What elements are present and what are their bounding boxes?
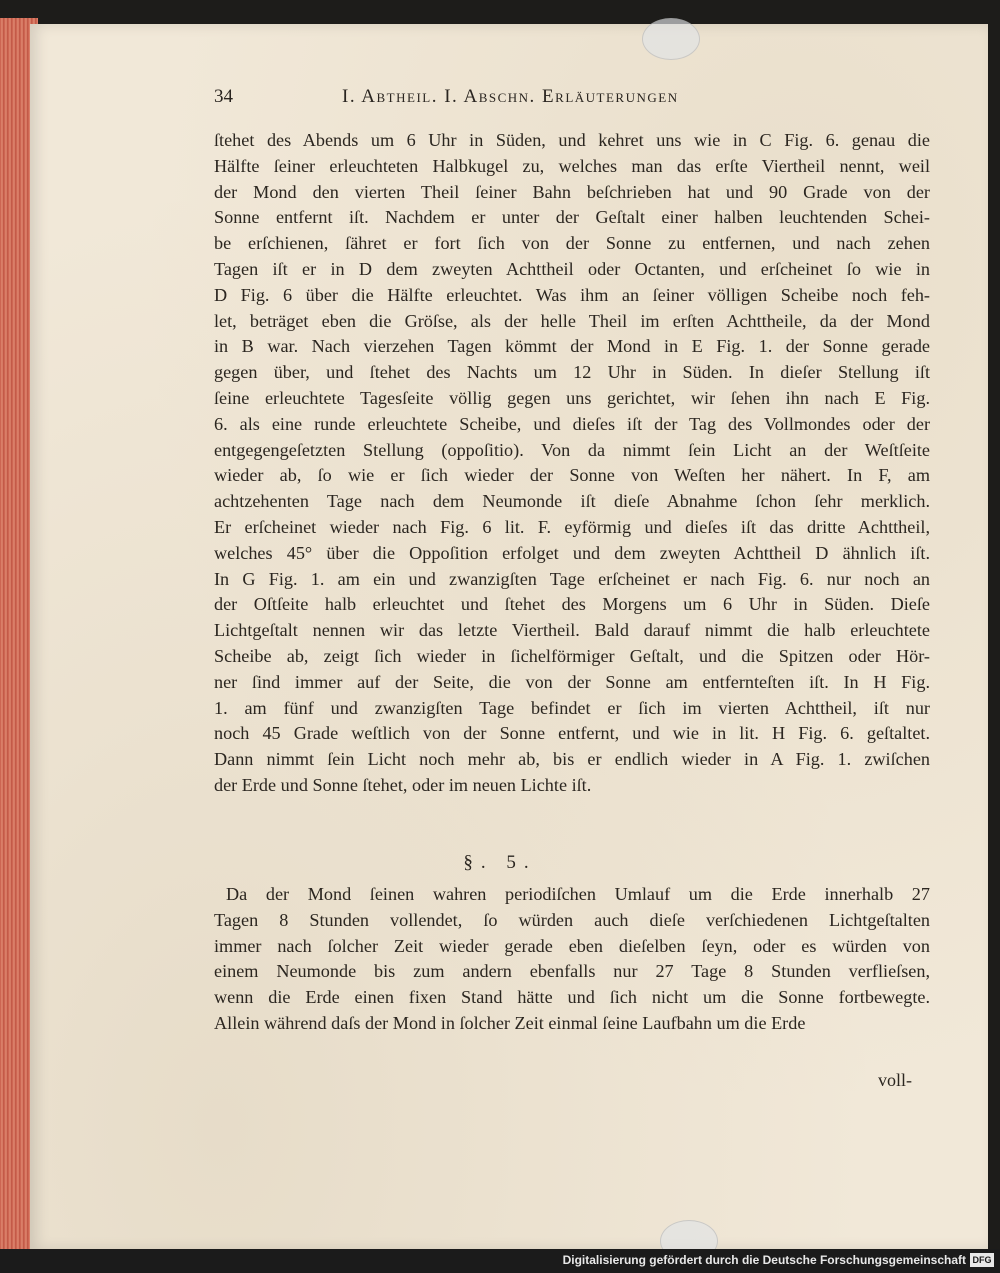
text-line: der Erde und Sonne ſtehet, oder im neuen Lichte iſt. xyxy=(214,774,592,795)
section-mark: §. 5. xyxy=(463,852,537,873)
text-line: noch 45 Grade weſtlich von der Sonne entfernt, und wie in lit. H Fig. 6. geſtaltet. xyxy=(214,723,930,744)
text-line: Er erſcheinet wieder nach Fig. 6 lit. F. eyförmig und dieſes iſt das dritte Achttheil, xyxy=(214,516,930,537)
text-line: ſeine erleuchtete Tagesſeite völlig gegen uns gerichtet, wir ſehen ihn nach E Fig. xyxy=(214,387,930,408)
text-line: Allein während daſs der Mond in ſolcher Zeit einmal ſeine Laufbahn um die Erde xyxy=(214,1012,806,1033)
page-clip-top xyxy=(642,18,700,60)
text-line: Dann nimmt ſein Licht noch mehr ab, bis er endlich wieder in A Fig. 1. zwiſchen xyxy=(214,749,930,770)
text-line: let, beträget eben die Gröſse, als der helle Theil im erſten Achttheile, da der Mond xyxy=(214,310,930,331)
catchword: voll- xyxy=(878,1070,912,1090)
text-line: In G Fig. 1. am ein und zwanzigſten Tage erſcheinet er nach Fig. 6. nur noch an xyxy=(214,568,930,589)
text-line: Scheibe ab, zeigt ſich wieder in ſichelförmiger Geſtalt, und die Spitzen oder Hör- xyxy=(214,645,930,666)
text-line: D Fig. 6 über die Hälfte erleuchtet. Was ihm an ſeiner völligen Scheibe noch feh- xyxy=(214,284,930,305)
text-line: Lichtgeſtalt nennen wir das letzte Viertheil. Bald darauf nimmt die halb erleuchtete xyxy=(214,620,930,641)
text-line: einem Neumonde bis zum andern ebenfalls nur 27 Tage 8 Stunden verflieſsen, xyxy=(214,961,930,982)
text-line: welches 45° über die Oppoſition erfolget und dem zweyten Achttheil D ähnlich iſt. xyxy=(214,542,930,563)
text-line: gegen über, und ſtehet des Nachts um 12 Uhr in Süden. In dieſer Stellung iſt xyxy=(214,362,930,383)
text-line: be erſchienen, ſähret er fort ſich von der Sonne zu entfernen, und nach zehen xyxy=(214,233,930,254)
text-line: der Oſtſeite halb erleuchtet und ſtehet des Morgens um 6 Uhr in Süden. Dieſe xyxy=(214,594,930,615)
paragraph-1 xyxy=(214,128,930,799)
footer-bar xyxy=(0,1249,1000,1273)
text-line: Tagen 8 Stunden vollendet, ſo würden auch dieſe verſchiedenen Lichtgeſtalten xyxy=(214,909,930,930)
text-line: Da der Mond ſeinen wahren periodiſchen Umlauf um die Erde innerhalb 27 xyxy=(226,884,930,904)
text-line: immer nach ſolcher Zeit wieder gerade eben dieſelben ſeyn, oder es würden von xyxy=(214,935,930,956)
text-line: wieder ab, ſo wie er ſich wieder der Sonne von Weſten her nähert. In F, am xyxy=(214,465,930,486)
dfg-logo: DFG xyxy=(970,1253,994,1267)
text-line: achtzehenten Tage nach dem Neumonde iſt dieſe Abnahme ſchon ſehr merklich. xyxy=(214,491,930,512)
text-line: 6. als eine runde erleuchtete Scheibe, und dieſes iſt der Tag des Vollmondes oder der xyxy=(214,413,930,434)
page-number: 34 xyxy=(214,86,233,107)
running-title: I. Abtheil. I. Abschn. Erläuterungen xyxy=(342,86,679,107)
text-line: Tagen iſt er in D dem zweyten Achttheil oder Octanten, und erſcheinet ſo wie in xyxy=(214,258,930,279)
text-line: Sonne entfernt iſt. Nachdem er unter der Geſtalt einer halben leuchtenden Schei- xyxy=(214,207,930,228)
text-line: ner ſind immer auf der Seite, die von der Sonne am entfernteſten iſt. In H Fig. xyxy=(214,671,930,692)
text-line: 1. am fünf und zwanzigſten Tage befindet er ſich im vierten Achttheil, iſt nur xyxy=(214,697,930,718)
text-line: der Mond den vierten Theil ſeiner Bahn beſchrieben hat und 90 Grade von der xyxy=(214,181,930,202)
text-line: wenn die Erde einen fixen Stand hätte und ſich nicht um die Sonne fortbewegte. xyxy=(214,987,930,1008)
text-line: entgegengeſetzten Stellung (oppoſitio). Von da nimmt ſein Licht an der Weſtſeite xyxy=(214,439,930,460)
text-line: Hälfte ſeiner erleuchteten Halbkugel zu, welches man das erſte Viertheil nennt, weil xyxy=(214,155,930,176)
paragraph-2 xyxy=(214,882,930,1037)
text-line: ſtehet des Abends um 6 Uhr in Süden, und kehret uns wie in C Fig. 6. genau die xyxy=(214,130,930,150)
footer-credit: Digitalisierung gefördert durch die Deutsche Forschungsgemeinschaft xyxy=(562,1253,966,1267)
text-line: in B war. Nach vierzehen Tagen kömmt der Mond in E Fig. 1. der Sonne gerade xyxy=(214,336,930,357)
